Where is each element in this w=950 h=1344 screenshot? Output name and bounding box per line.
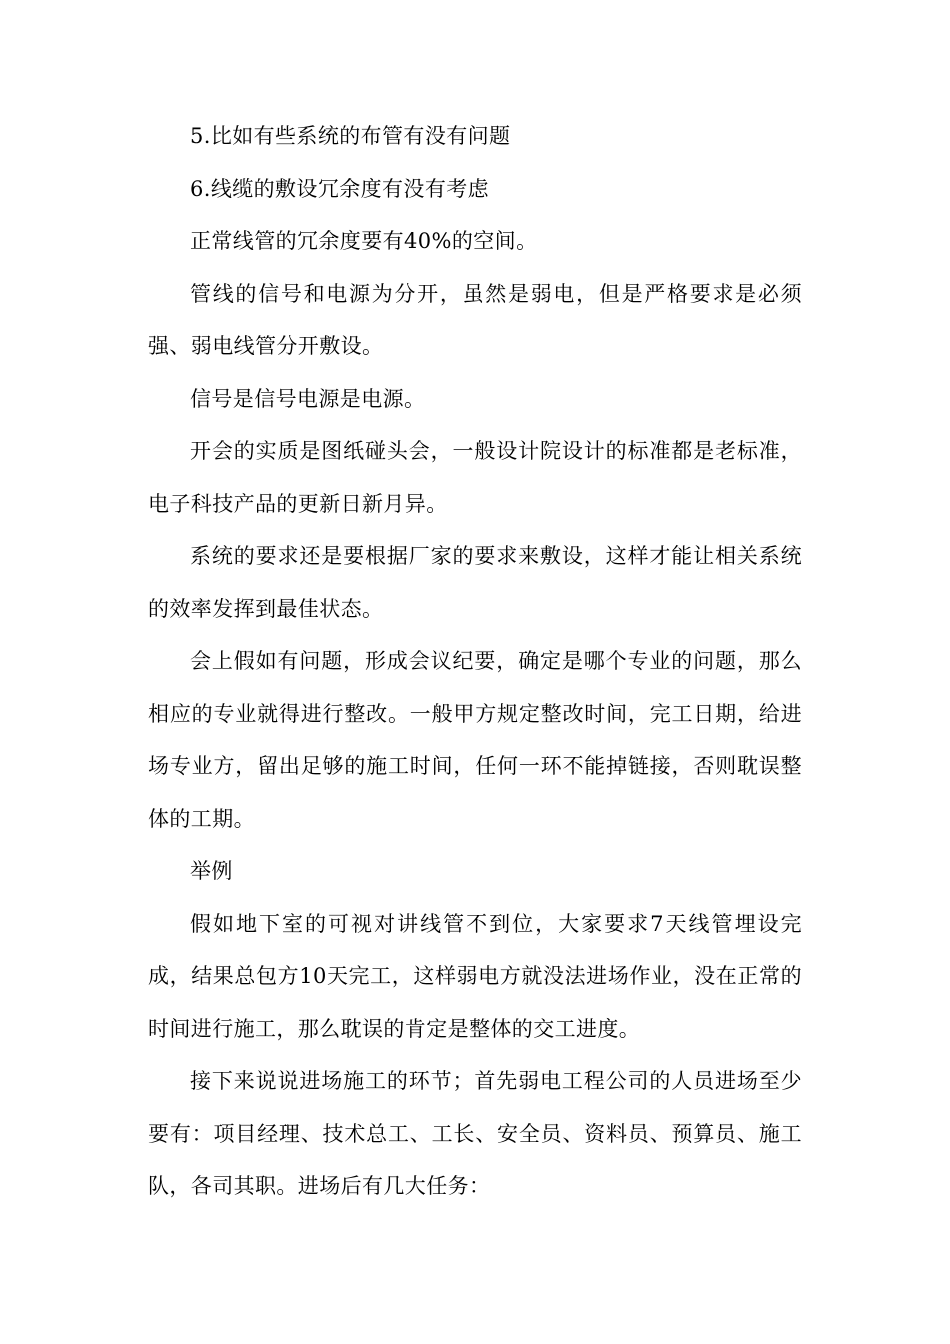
paragraph: 5.比如有些系统的布管有没有问题: [190, 124, 511, 148]
paragraph: 举例: [190, 859, 233, 883]
document-body: [148, 110, 802, 1213]
paragraph: 会上假如有问题，形成会议纪要，确定是哪个专业的问题，那么相应的专业就得进行整改。一般甲方规定整改时间，完工日期，给进场专业方，留出足够的施工时间，任何一环不能掉链接，否则耽误整体的工期。: [148, 649, 802, 831]
paragraph: 系统的要求还是要根据厂家的要求来敷设，这样才能让相关系统的效率发挥到最佳状态。: [148, 544, 802, 621]
paragraph: 接下来说说进场施工的环节；首先弱电工程公司的人员进场至少要有：项目经理、技术总工、工长、安全员、资料员、预算员、施工队，各司其职。进场后有几大任务：: [148, 1069, 802, 1198]
paragraph: 开会的实质是图纸碰头会，一般设计院设计的标准都是老标准，电子科技产品的更新日新月异。: [148, 439, 802, 516]
paragraph: 信号是信号电源是电源。: [190, 386, 426, 411]
paragraph: 正常线管的冗余度要有40%的空间。: [190, 229, 538, 253]
paragraph: 假如地下室的可视对讲线管不到位，大家要求7天线管埋设完成，结果总包方10天完工，这样弱电方就没法进场作业，没在正常的时间进行施工，那么耽误的肯定是整体的交工进度。: [148, 911, 802, 1041]
paragraph: 管线的信号和电源为分开，虽然是弱电，但是严格要求是必须强、弱电线管分开敷设。: [148, 281, 802, 358]
paragraph: 6.线缆的敷设冗余度有没有考虑: [190, 176, 490, 201]
